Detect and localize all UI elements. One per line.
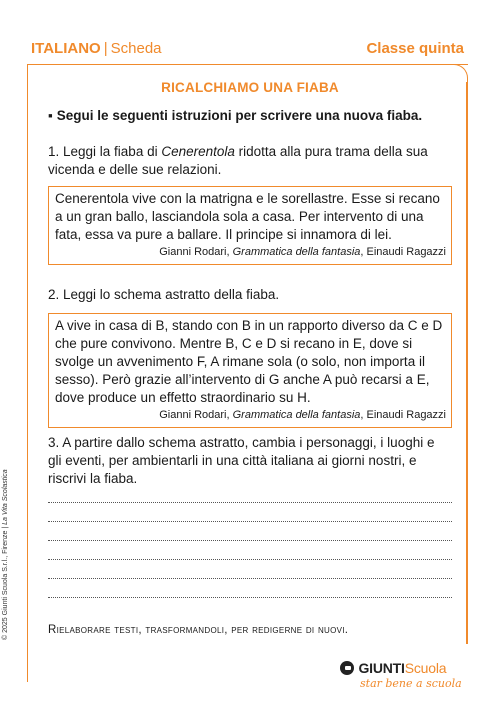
writing-line[interactable]: [48, 578, 452, 579]
main-instruction: [48, 108, 422, 123]
citation-author: Gianni Rodari,: [159, 409, 233, 421]
story-citation: [55, 245, 446, 260]
bullet-icon: ▪: [48, 108, 53, 123]
page-title: RICALCHIAMO UNA FIABA: [161, 80, 339, 95]
citation-book: Grammatica della fantasia: [232, 246, 361, 258]
writing-line[interactable]: [48, 597, 452, 598]
citation-author: Gianni Rodari,: [159, 246, 233, 258]
copyright-prefix: © 2025 Giunti Scuola S.r.l., Firenze |: [2, 524, 9, 640]
grade-label: Classe quinta: [366, 40, 464, 57]
magazine-name: La Vita Scolastica: [2, 469, 9, 525]
writing-line[interactable]: [48, 540, 452, 541]
story-text: Cenerentola vive con la matrigna e le sorellastre. Esse si recano a un gran ballo, lasciandola sola a casa. Per intervento di una fata, essa va pure a ballare. Il principe si innamora di lei.: [55, 191, 440, 242]
publisher-logo: [340, 659, 446, 677]
logo-brand: GIUNTI: [358, 659, 405, 676]
copyright-note: [2, 469, 9, 640]
logo-brand-suffix: Scuola: [404, 659, 447, 676]
logo-tagline: star bene a scuola: [360, 677, 462, 690]
writing-line[interactable]: [48, 559, 452, 560]
step-1-work-title: Cenerentola: [161, 144, 235, 159]
step-1-prefix: 1. Leggi la fiaba di: [48, 144, 162, 159]
instruction-text: Segui le seguenti istruzioni per scrivere una nuova fiaba.: [56, 108, 423, 123]
page-frame-right-edge: [466, 82, 468, 644]
schema-box: [48, 313, 452, 428]
story-box: [48, 186, 452, 265]
step-1: [48, 143, 448, 179]
citation-publisher: , Einaudi Ragazzi: [360, 246, 446, 258]
sheet-type-label: Scheda: [110, 40, 162, 57]
subject-label: ITALIANO: [31, 40, 101, 57]
header-left: [31, 40, 162, 57]
step-2: 2. Leggi lo schema astratto della fiaba.: [48, 287, 280, 302]
schema-text: A vive in casa di B, stando con B in un rapporto diverso da C e D che pure convivono. Mentre B, C e D si recano in E, dove si svolge un avvenimento F, A rimane sola (o solo, non importa il sesso). Però grazie all’intervento di G anche A può recarsi a E, dove produce un effetto straordinario su H.: [55, 318, 443, 405]
header-separator: |: [103, 40, 108, 57]
citation-book: Grammatica della fantasia: [232, 409, 361, 421]
step-3: 3. A partire dallo schema astratto, cambia i personaggi, i luoghi e gli eventi, per ambientarli in una città italiana ai giorni nostri, e riscrivi la fiaba.: [48, 435, 435, 486]
learning-objective: Rielaborare testi, trasformandoli, per redigerne di nuovi.: [48, 624, 349, 636]
writing-line[interactable]: [48, 521, 452, 522]
giunti-logo-icon: [340, 661, 354, 675]
citation-publisher: , Einaudi Ragazzi: [360, 409, 446, 421]
step-1-suffix: ridotta alla pura trama della sua vicenda e delle sue relazioni.: [48, 144, 428, 177]
schema-citation: [55, 408, 446, 423]
writing-line[interactable]: [48, 502, 452, 503]
